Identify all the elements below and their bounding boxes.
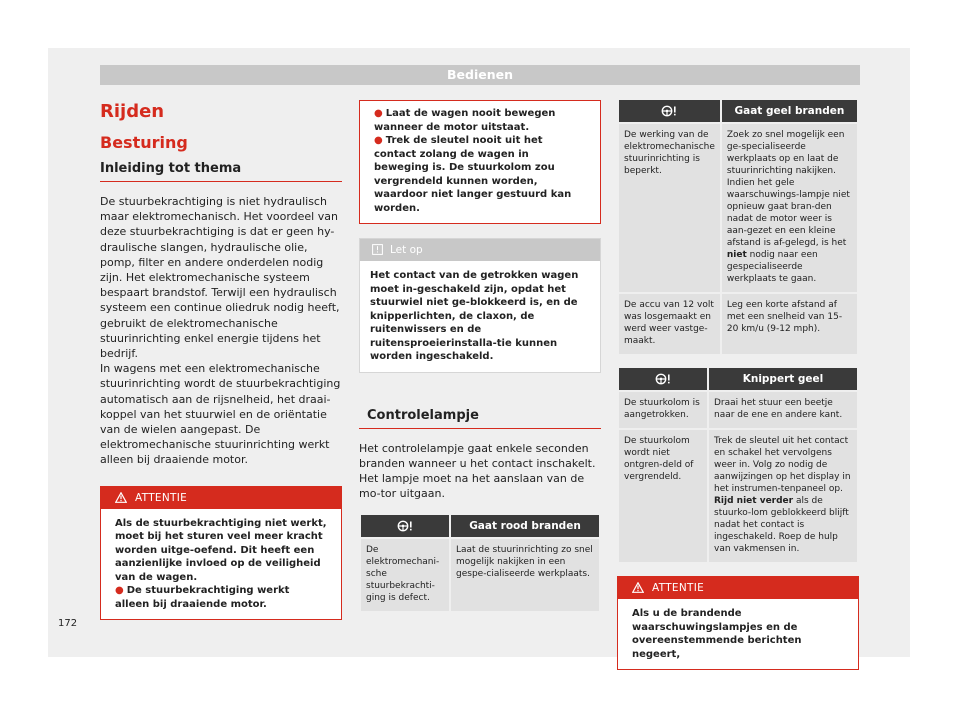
steering-warning-icon xyxy=(661,105,678,117)
column-right xyxy=(617,100,859,670)
table-cell-cause: De stuurkolom is aangetrokken. xyxy=(619,390,707,428)
table-header-row xyxy=(619,368,857,390)
bullet-icon: ● xyxy=(374,135,383,146)
warning-bullet-text: De stuurbekrachtiging werkt alleen bij draaiende motor. xyxy=(115,585,290,610)
table-cell-action: Leg een korte afstand af met een snelheid van 15-20 km/u (9-12 mph). xyxy=(722,292,857,354)
table-header-row xyxy=(619,100,857,122)
lamp-icon-cell xyxy=(619,100,720,122)
action-text: Trek de sleutel uit het contact en schakel het vervolgens weer in. Volg zo nodig de aanwijzingen op het display in het instrumen-tenpaneel op. xyxy=(714,436,851,494)
lamp-icon-cell xyxy=(619,368,707,390)
steering-warning-icon xyxy=(397,520,414,532)
subsection-title: Besturing xyxy=(100,133,188,152)
note-header xyxy=(360,239,600,261)
table-header: Gaat geel branden xyxy=(722,100,857,122)
warning-bullet-item xyxy=(374,107,586,134)
lamp-icon-cell xyxy=(361,515,449,537)
note-text: Het contact van de getrokken wagen moet in-geschakeld zijn, opdat het stuurwiel niet ge-blokkeerd is, en de knipperlichten, de claxon, de ruitenwissers en de ruitensproeierinstalla-tie kunnen worden ingeschakeld. xyxy=(370,270,579,362)
table-cell-cause: De werking van de elektromechanische stuurinrichting is beperkt. xyxy=(619,122,720,292)
warning-triangle-icon xyxy=(632,582,644,593)
table-row xyxy=(619,390,857,428)
paragraph: De stuurbekrachtiging is niet hydraulisch maar elektromechanisch. Het voordeel van deze stuurbekrachtiging is dat er geen hy-draulische slangen, hydraulische olie, pomp, filter en andere onderdelen nodig zijn. Het elektromechanische systeem bespaart brandstof. Terwijl een hydraulisch systeem een continue oliedruk nodig heeft, gebruikt de elektromechanische stuurinrichting enkel energie tijdens het bedrijf. xyxy=(100,195,340,361)
table-cell-action: Draai het stuur een beetje naar de ene en andere kant. xyxy=(709,390,857,428)
warning-triangle-icon xyxy=(115,492,127,503)
table-row xyxy=(619,428,857,562)
table-row xyxy=(361,537,599,611)
bullet-icon: ● xyxy=(115,585,124,597)
warning-box xyxy=(617,576,859,670)
column-left xyxy=(100,100,342,620)
table-header: Knippert geel xyxy=(709,368,857,390)
warning-bullet-item xyxy=(115,584,327,611)
table-row xyxy=(619,292,857,354)
table-row xyxy=(619,122,857,292)
warning-body xyxy=(101,509,341,620)
action-text: Zoek zo snel mogelijk een ge-specialiseerde werkplaats op en laat de stuurinrichting nakijken. Indien het gele waarschuwings-lampje niet opnieuw gaat bran-den nadat de motor weer is aan-gezet en een kleine afstand is af-gelegd, is het xyxy=(726,130,850,248)
warning-text: Als de stuurbekrachtiging niet werkt, moet bij het sturen veel meer kracht worden uitge-oefend. Dit heeft een aanzienlijke invloed op de veiligheid van de wagen. xyxy=(115,517,327,583)
table-cell-cause: De accu van 12 volt was losgemaakt en werd weer vastge-maakt. xyxy=(619,292,720,354)
lamp-table-yellow xyxy=(617,100,859,354)
warning-bullet-text: Laat de wagen nooit bewegen wanneer de motor uitstaat. xyxy=(374,108,556,133)
steering-warning-icon xyxy=(655,373,672,385)
warning-body xyxy=(360,101,600,223)
note-label: Let op xyxy=(390,244,423,256)
topic-heading: Controlelampje xyxy=(359,407,601,429)
action-emphasis: Rijd niet verder xyxy=(714,496,794,506)
paragraph: In wagens met een elektromechanische stuurinrichting wordt de stuurbekrachtiging automatisch aan de rijsnelheid, het draai-koppel van het stuurwiel en de oriëntatie van de wielen aangepast. De elektromechanische stuurinrichting werkt alleen bij draaiende motor. xyxy=(100,362,341,467)
warning-text: Als u de brandende waarschuwingslampjes en de overeenstemmende berichten negeert, xyxy=(632,608,802,660)
header-title: Bedienen xyxy=(100,65,860,85)
warning-label: ATTENTIE xyxy=(652,582,705,594)
warning-box-continued xyxy=(359,100,601,224)
section-title: Rijden xyxy=(100,101,165,122)
column-middle xyxy=(359,100,601,611)
action-text: nodig naar een gespecialiseerde werkplaats te gaan. xyxy=(726,250,818,284)
table-cell-cause: De elektromechani-sche stuurbekrachti-ging is defect. xyxy=(361,537,449,611)
lamp-table-blink xyxy=(617,368,859,562)
table-header-row xyxy=(361,515,599,537)
note-icon xyxy=(372,244,383,255)
note-box xyxy=(359,238,601,373)
table-cell-action xyxy=(722,122,857,292)
table-header: Gaat rood branden xyxy=(451,515,599,537)
table-cell-cause: De stuurkolom wordt niet ontgren-deld of vergrendeld. xyxy=(619,428,707,562)
page-number: 172 xyxy=(58,618,78,629)
intro-text xyxy=(100,194,342,468)
warning-header xyxy=(618,577,858,599)
table-cell-action: Laat de stuurinrichting zo snel mogelijk nakijken in een gespe-cialiseerde werkplaats. xyxy=(451,537,599,611)
topic-heading: Inleiding tot thema xyxy=(100,160,342,182)
lamp-table-red xyxy=(359,515,601,611)
table-cell-action xyxy=(709,428,857,562)
intro-text: Het controlelampje gaat enkele seconden branden wanneer u het contact inschakelt. Het lampje moet na het aanslaan van de mo-tor uitgaan. xyxy=(359,441,596,501)
warning-bullet-text: Trek de sleutel nooit uit het contact zolang de wagen in beweging is. De stuurkolom zou vergrendeld kunnen worden, waardoor niet langer gestuurd kan worden. xyxy=(374,135,572,214)
warning-header xyxy=(101,487,341,509)
action-text: als de stuurko-lom geblokkeerd blijft nadat het contact is ingeschakeld. Roep de hulp van vakmensen in. xyxy=(714,496,849,554)
action-emphasis: niet xyxy=(726,250,747,260)
bullet-icon: ● xyxy=(374,108,383,119)
warning-bullet-item xyxy=(374,134,586,215)
warning-label: ATTENTIE xyxy=(135,491,188,504)
warning-box xyxy=(100,486,342,621)
